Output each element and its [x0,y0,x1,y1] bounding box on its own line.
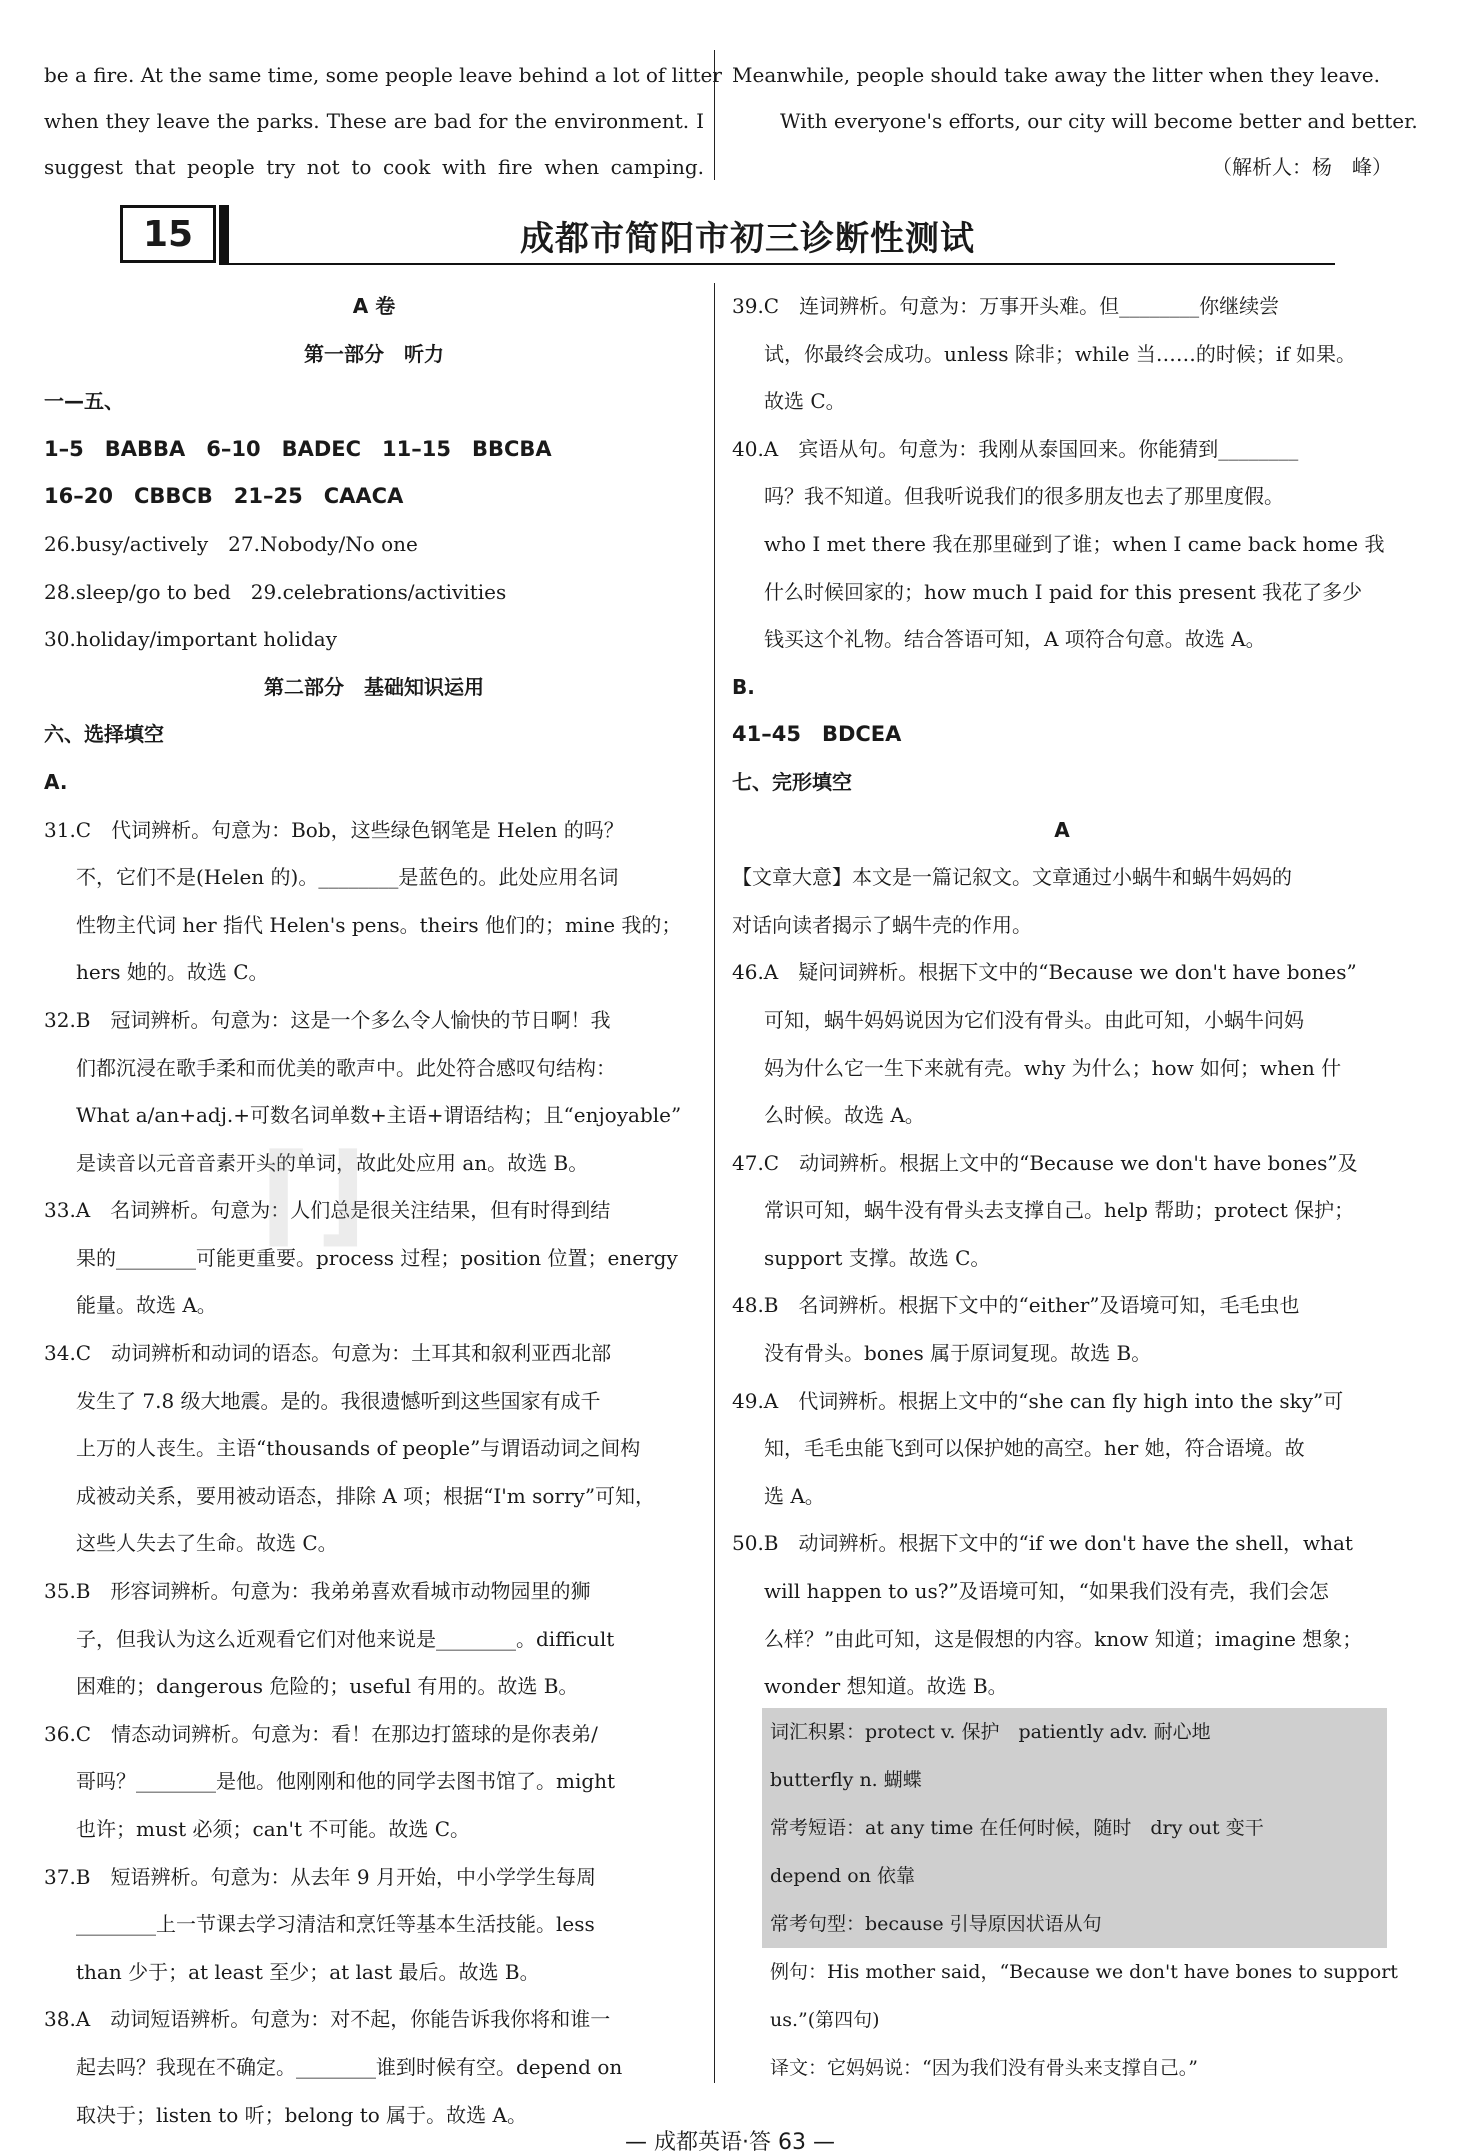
vocab-line: depend on 依靠 [762,1852,1387,1900]
right-text-line: will happen to us?”及语境可知，“如果我们没有壳，我们会怎 [764,1579,1329,1604]
right-text-line: 故选 C。 [764,389,846,414]
top-left-line: when they leave the parks. These are bad for the environment. I [44,109,704,133]
right-text-line: 50.B 动词辨析。根据下文中的“if we don't have the shell，what [732,1531,1353,1556]
right-text-line: 么时候。故选 A。 [764,1103,925,1128]
right-text-line: 40.A 宾语从句。句意为：我刚从泰国回来。你能猜到________ [732,436,1299,461]
right-text-line: 47.C 动词辨析。根据上文中的“Because we don't have bones”及 [732,1150,1358,1175]
left-text-line: 是读音以元音音素开头的单词，故此处应用 an。故选 B。 [76,1150,589,1175]
left-text-line: ________上一节课去学习清洁和烹饪等基本生活技能。less [76,1912,595,1937]
section-title: 成都市简阳市初三诊断性测试 [520,219,975,259]
right-text-line: wonder 想知道。故选 B。 [764,1674,1008,1699]
right-text-line: 对话向读者揭示了蜗牛壳的作用。 [732,912,1032,937]
left-text-line: 36.C 情态动词辨析。句意为：看！在那边打篮球的是你表弟/ [44,1721,598,1746]
section-number: 15 [120,205,216,263]
left-text-line: 第一部分 听力 [304,341,444,366]
right-text-line: 48.B 名词辨析。根据下文中的“either”及语境可知，毛毛虫也 [732,1293,1300,1318]
left-text-line: 35.B 形容词辨析。句意为：我弟弟喜欢看城市动物园里的狮 [44,1579,591,1604]
right-text-line: 没有骨头。bones 属于原词复现。故选 B。 [764,1341,1152,1366]
left-text-line: 困难的；dangerous 危险的；useful 有用的。故选 B。 [76,1674,579,1699]
right-text-line: 么样？”由此可知，这是假想的内容。know 知道；imagine 想象； [764,1626,1363,1651]
left-text-line: 果的________可能更重要。process 过程；position 位置；energy [76,1245,678,1270]
top-right-line: Meanwhile, people should take away the litter when they leave. [732,63,1380,87]
right-text-line: 常识可知，蜗牛没有骨头去支撑自己。help 帮助；protect 保护； [764,1198,1355,1223]
right-text-line: 知，毛毛虫能飞到可以保护她的高空。her 她，符合语境。故 [764,1436,1305,1461]
vocab-line: butterfly n. 蝴蝶 [762,1756,1387,1804]
watermark: ⌈⌋ [260,1130,373,1258]
vocab-line: 常考短语：at any time 在任何时候，随时 dry out 变干 [762,1804,1387,1852]
right-text-line: 39.C 连词辨析。句意为：万事开头难。但________你继续尝 [732,294,1280,318]
top-left-line: suggest that people try not to cook with fire when camping. [44,155,704,179]
left-text-line: 成被动关系，要用被动语态，排除 A 项；根据“I'm sorry”可知， [76,1483,656,1508]
left-text-line: than 少于；at least 至少；at last 最后。故选 B。 [76,1959,540,1984]
top-left-line: be a fire. At the same time, some people leave behind a lot of litter [44,63,722,87]
right-text-line: 可知，蜗牛妈妈说因为它们没有骨头。由此可知，小蜗牛问妈 [764,1007,1304,1032]
right-text-line: 钱买这个礼物。结合答语可知，A 项符合句意。故选 A。 [764,627,1266,652]
left-text-line: 34.C 动词辨析和动词的语态。句意为：土耳其和叙利亚西北部 [44,1341,612,1366]
left-text-line: 哥吗？________是他。他刚刚和他的同学去图书馆了。might [76,1769,616,1794]
vocab-line: us.”(第四句) [762,1996,1387,2044]
right-text-line: 吗？我不知道。但我听说我们的很多朋友也去了那里度假。 [764,484,1284,509]
vocab-line: 常考句型：because 引导原因状语从句 [762,1900,1387,1948]
right-text-line: 【文章大意】本文是一篇记叙文。文章通过小蜗牛和蜗牛妈妈的 [732,865,1292,890]
left-text-line: 这些人失去了生命。故选 C。 [76,1531,338,1556]
left-text-line: 一—五、 [44,389,124,414]
left-text-line: 32.B 冠词辨析。句意为：这是一个多么令人愉快的节日啊！我 [44,1007,611,1032]
right-text-line: A [1054,817,1070,842]
left-text-line: 六、选择填空 [44,722,164,747]
left-text-line: 33.A 名词辨析。句意为：人们总是很关注结果，但有时得到结 [44,1198,611,1223]
right-text-line: 选 A。 [764,1483,825,1508]
page-footer: — 成都英语·答 63 — [625,2130,835,2155]
right-text-line: 妈为什么它一生下来就有壳。why 为什么；how 如何；when 什 [764,1055,1342,1080]
left-text-line: 取决于；listen to 听；belong to 属于。故选 A。 [76,2102,527,2127]
left-text-line: 子，但我认为这么近观看它们对他来说是________。difficult [76,1626,615,1651]
vocab-line: 例句：His mother said，“Because we don't have bones to support [762,1948,1387,1996]
left-text-line: 不，它们不是(Helen 的)。________是蓝色的。此处应用名词 [76,865,619,890]
top-left-text [44,52,722,190]
right-text-line: 七、完形填空 [732,769,852,794]
top-right-line: （解析人：杨 峰） [1212,155,1392,179]
left-text-line: 起去吗？我现在不确定。________谁到时候有空。depend on [76,2054,623,2079]
right-text-line: support 支撑。故选 C。 [764,1245,991,1270]
left-text-line: hers 她的。故选 C。 [76,960,269,985]
right-column [732,283,1392,1711]
right-text-line: who I met there 我在那里碰到了谁；when I came back home 我 [764,531,1385,556]
left-text-line: 发生了 7.8 级大地震。是的。我很遗憾听到这些国家有成千 [76,1388,601,1413]
left-text-line: 也许；must 必须；can't 不可能。故选 C。 [76,1817,471,1841]
left-text-line: What a/an+adj.+可数名词单数+主语+谓语结构；且“enjoyable” [76,1103,682,1128]
vocabulary-box [762,1708,1398,2079]
right-text-line: 什么时候回家的；how much I paid for this present 我花了多少 [764,579,1363,604]
left-text-line: 31.C 代词辨析。句意为：Bob，这些绿色钢笔是 Helen 的吗？ [44,817,624,842]
top-right-text [732,52,1418,190]
left-text-line: 26.busy/actively 27.Nobody/No one [44,531,418,556]
right-text-line: 49.A 代词辨析。根据上文中的“she can fly high into the sky”可 [732,1388,1344,1413]
section-number-bar [219,205,229,263]
left-text-line: 38.A 动词短语辨析。句意为：对不起，你能告诉我你将和谁一 [44,2007,611,2032]
left-text-line: 第二部分 基础知识运用 [264,674,484,699]
vocab-line: 词汇积累：protect v. 保护 patiently adv. 耐心地 [762,1708,1387,1756]
left-text-line: 16–20 CBBCB 21–25 CAACA [44,484,404,509]
left-text-line: 37.B 短语辨析。句意为：从去年 9 月开始，中小学学生每周 [44,1864,596,1889]
left-text-line: 性物主代词 her 指代 Helen's pens。theirs 他们的；mine 我的； [76,912,682,937]
column-divider [714,283,715,2083]
right-text-line: 试，你最终会成功。unless 除非；while 当……的时候；if 如果。 [764,341,1357,366]
left-text-line: 们都沉浸在歌手柔和而优美的歌声中。此处符合感叹句结构： [76,1055,616,1080]
left-text-line: 能量。故选 A。 [76,1293,217,1318]
section-banner [120,205,1335,267]
left-text-line: A. [44,769,68,794]
column-divider-top [714,50,715,180]
left-text-line: 28.sleep/go to bed 29.celebrations/activities [44,579,507,604]
right-text-line: 46.A 疑问词辨析。根据下文中的“Because we don't have bones” [732,960,1357,985]
left-text-line: A 卷 [352,294,396,318]
left-text-line: 上万的人丧生。主语“thousands of people”与谓语动词之间构 [76,1436,641,1461]
right-text-line: B. [732,674,755,699]
top-right-line: With everyone's efforts, our city will become better and better. [780,109,1418,133]
right-text-line: 41–45 BDCEA [732,722,902,747]
left-column [44,283,704,2139]
left-text-line: 30.holiday/important holiday [44,627,338,652]
title-rule [219,263,1335,265]
vocab-line: 译文：它妈妈说：“因为我们没有骨头来支撑自己。” [762,2044,1387,2092]
left-text-line: 1–5 BABBA 6–10 BADEC 11–15 BBCBA [44,436,552,461]
